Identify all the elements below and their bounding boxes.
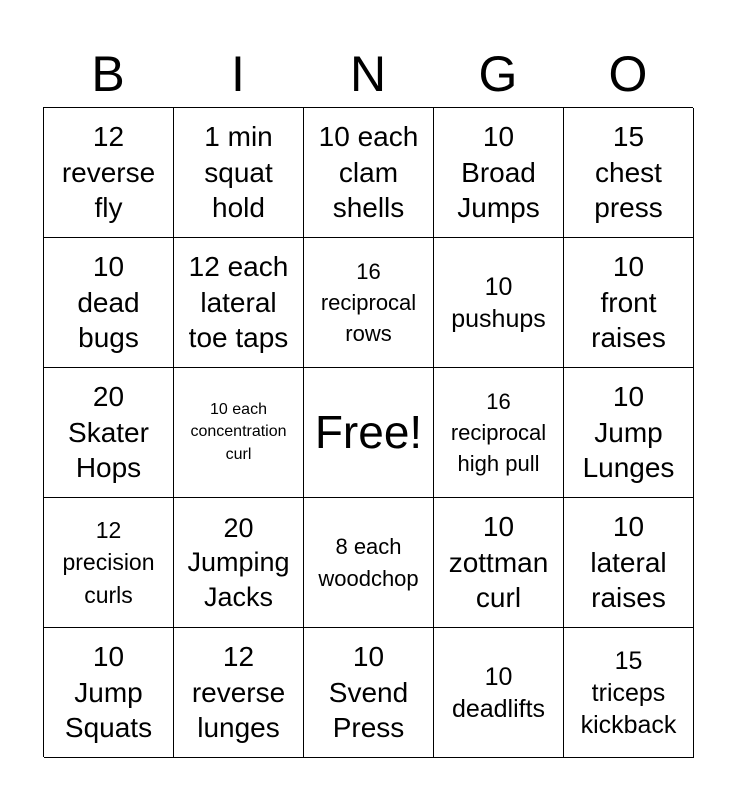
header-letter-b: B — [91, 46, 125, 102]
bingo-cell: 10 deadlifts — [434, 628, 564, 758]
bingo-cell: 20 Skater Hops — [44, 368, 174, 498]
bingo-cell: 10 Svend Press — [304, 628, 434, 758]
bingo-cell: 16 reciprocal rows — [304, 238, 434, 368]
bingo-header — [43, 40, 693, 108]
free-space: Free! — [304, 368, 434, 498]
bingo-cell: 16 reciprocal high pull — [434, 368, 564, 498]
bingo-cell: 10 each clam shells — [304, 108, 434, 238]
header-letter-n: N — [349, 46, 387, 102]
bingo-cell: 10 Jump Lunges — [564, 368, 694, 498]
bingo-cell: 15 chest press — [564, 108, 694, 238]
bingo-cell: 10 Jump Squats — [44, 628, 174, 758]
bingo-cell: 10 each concentration curl — [174, 368, 304, 498]
bingo-cell: 1 min squat hold — [174, 108, 304, 238]
bingo-board — [43, 107, 693, 757]
bingo-cell: 10 front raises — [564, 238, 694, 368]
bingo-cell: 8 each woodchop — [304, 498, 434, 628]
bingo-cell: 10 dead bugs — [44, 238, 174, 368]
bingo-cell: 20 Jumping Jacks — [174, 498, 304, 628]
bingo-cell: 10 zottman curl — [434, 498, 564, 628]
header-letter-i: I — [231, 46, 245, 102]
bingo-cell: 12 reverse fly — [44, 108, 174, 238]
bingo-cell: 12 precision curls — [44, 498, 174, 628]
bingo-cell: 10 lateral raises — [564, 498, 694, 628]
header-letter-g: G — [478, 46, 518, 102]
header-letter-o: O — [608, 46, 648, 102]
bingo-cell: 12 each lateral toe taps — [174, 238, 304, 368]
bingo-cell: 15 triceps kickback — [564, 628, 694, 758]
bingo-cell: 10 pushups — [434, 238, 564, 368]
bingo-cell: 12 reverse lunges — [174, 628, 304, 758]
bingo-cell: 10 Broad Jumps — [434, 108, 564, 238]
